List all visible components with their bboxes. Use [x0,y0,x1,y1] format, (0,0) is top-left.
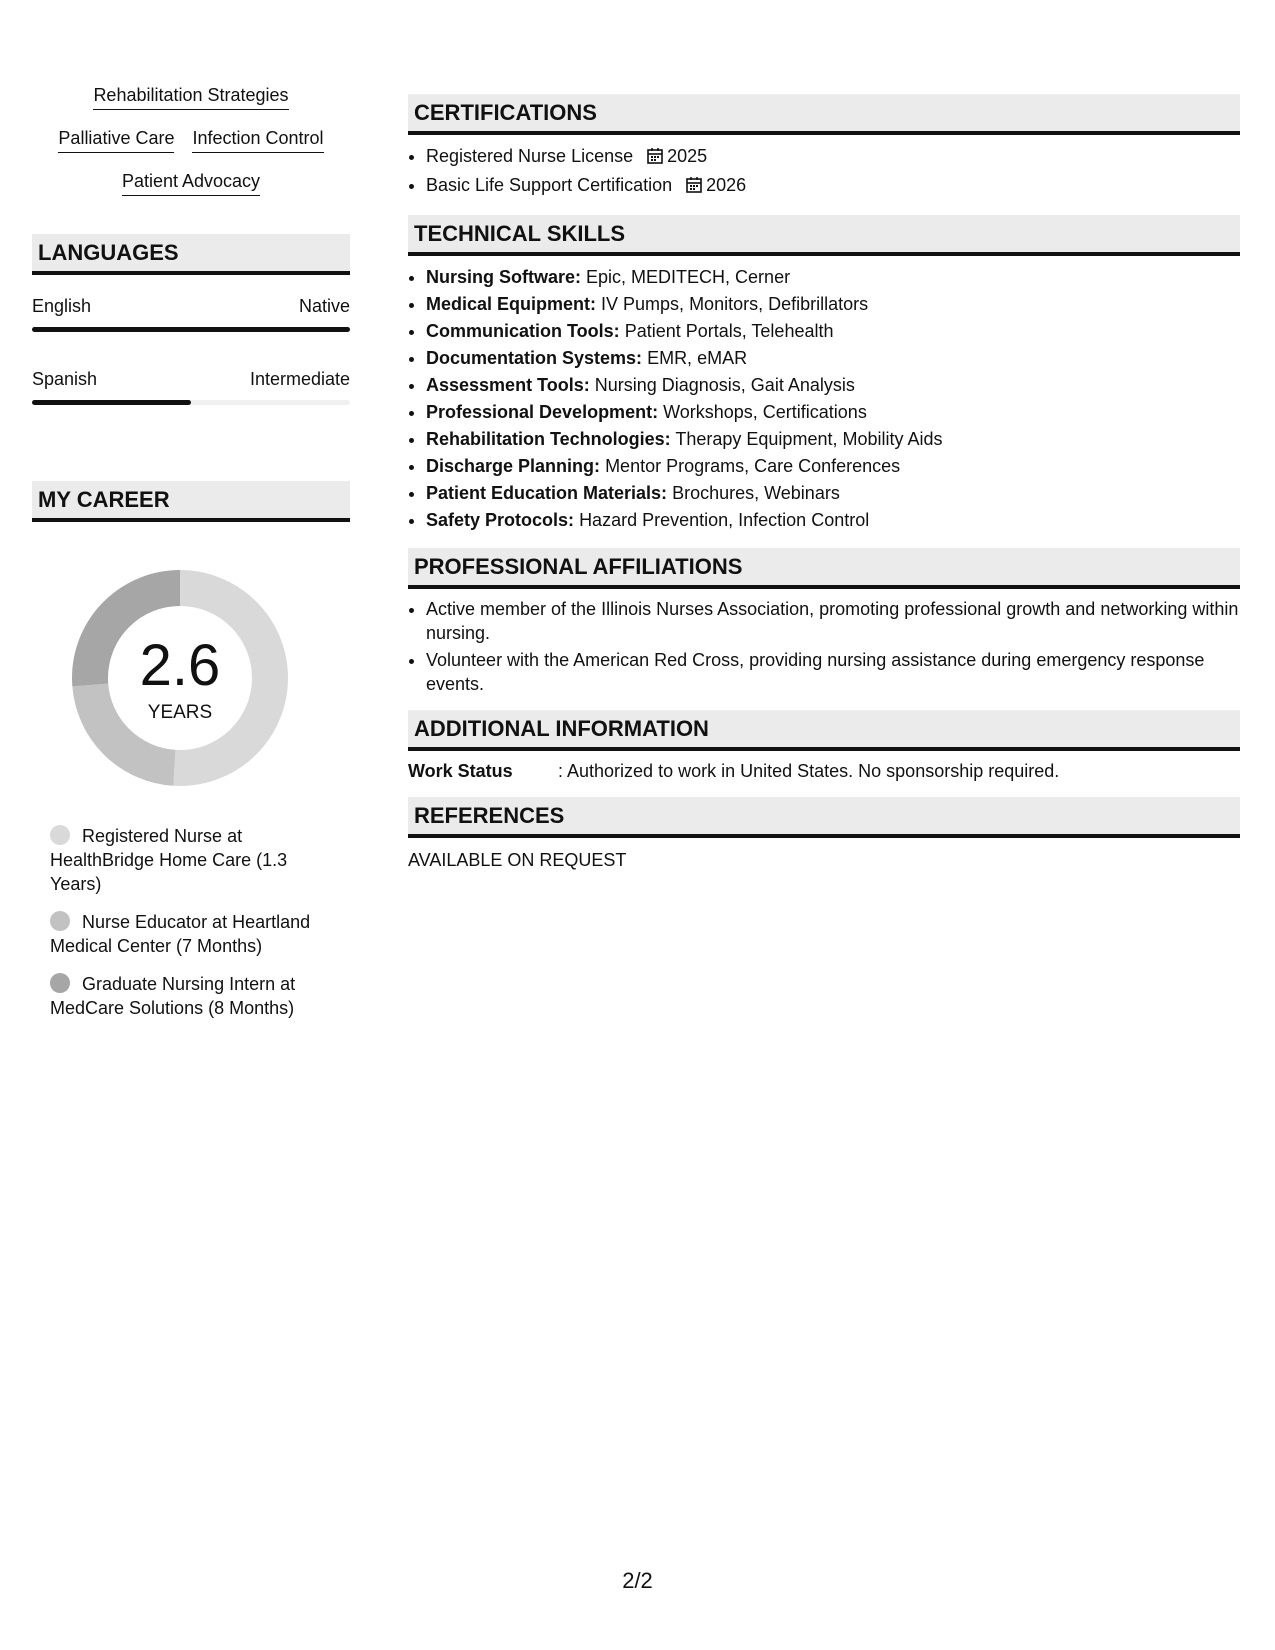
career-legend-item [50,972,330,1020]
language-name: English [32,296,92,316]
language-proficiency-fill [32,400,191,405]
skill-item [426,399,1240,426]
language-item [32,368,350,405]
skill-label: Patient Education Materials: [426,483,668,503]
additional-info-section [408,710,1240,783]
work-status-row [408,759,1240,783]
page-number: 2/2 [622,1568,653,1593]
career-total-unit: YEARS [147,702,213,723]
legend-text: Registered Nurse at HealthBridge Home Care (1.3 Years) [50,826,288,894]
skill-item [426,264,1240,291]
legend-dot [50,911,70,931]
technical-skills-heading: TECHNICAL SKILLS [408,215,1240,256]
certification-item [426,172,1240,201]
skill-value: Mentor Programs, Care Conferences [605,456,901,476]
career-legend [50,824,330,1020]
skill-label: Safety Protocols: [426,510,575,530]
skill-item [426,318,1240,345]
languages-heading: LANGUAGES [32,234,350,275]
right-column [408,94,1240,885]
skill-value: Nursing Diagnosis, Gait Analysis [594,375,855,395]
skill-value: Workshops, Certifications [663,402,867,422]
technical-skills-list [408,264,1240,534]
skill-value: Epic, MEDITECH, Cerner [586,267,791,287]
certifications-list [408,143,1240,201]
skill-item [426,507,1240,534]
skill-label: Communication Tools: [426,321,620,341]
skill-label: Discharge Planning: [426,456,601,476]
skill-label: Documentation Systems: [426,348,643,368]
skill-value: Hazard Prevention, Infection Control [579,510,870,530]
skill-item [426,372,1240,399]
skill-label: Nursing Software: [426,267,582,287]
legend-dot [50,973,70,993]
skill-tag: Infection Control [192,127,323,153]
skill-label: Professional Development: [426,402,659,422]
skill-tag: Patient Advocacy [122,170,260,196]
legend-text: Nurse Educator at Heartland Medical Center (7 Months) [50,912,311,956]
left-column [32,84,350,1034]
certification-name: Registered Nurse License [426,146,634,166]
technical-skills-section [408,215,1240,534]
skill-value: Therapy Equipment, Mobility Aids [675,429,943,449]
language-level: Intermediate [249,369,350,389]
skill-tag: Palliative Care [58,127,174,153]
legend-dot [50,825,70,845]
references-heading: REFERENCES [408,797,1240,838]
career-legend-item [50,824,330,896]
language-proficiency-fill [32,327,350,332]
calendar-icon [686,174,702,201]
skill-item [426,453,1240,480]
work-status-label: Work Status [408,761,513,781]
work-status-value: : Authorized to work in United States. No sponsorship required. [558,761,1060,781]
career-total-value: 2.6 [139,633,221,698]
skill-value: IV Pumps, Monitors, Defibrillators [601,294,869,314]
skill-value: Brochures, Webinars [672,483,840,503]
additional-info-heading: ADDITIONAL INFORMATION [408,710,1240,751]
language-level: Native [298,296,350,316]
language-proficiency-bar [32,327,350,332]
calendar-icon [647,145,663,172]
skill-label: Rehabilitation Technologies: [426,429,671,449]
career-heading: MY CAREER [32,481,350,522]
legend-text: Graduate Nursing Intern at MedCare Solutions (8 Months) [50,974,296,1018]
language-item [32,295,350,332]
affiliations-heading: PROFESSIONAL AFFILIATIONS [408,548,1240,589]
certification-year: 2025 [667,146,708,166]
certifications-heading: CERTIFICATIONS [408,94,1240,135]
skill-value: EMR, eMAR [647,348,748,368]
skill-item [426,291,1240,318]
certification-name: Basic Life Support Certification [426,175,673,195]
career-donut-chart [66,564,294,792]
references-text: AVAILABLE ON REQUEST [408,850,627,870]
career-legend-item [50,910,330,958]
affiliation-item: • Active member of the Illinois Nurses Association, promoting professional growth and networking within nursing. [426,597,1240,645]
references-section [408,797,1240,871]
skill-label: Medical Equipment: [426,294,597,314]
affiliations-section [408,548,1240,696]
skill-value: Patient Portals, Telehealth [624,321,834,341]
affiliation-item: • Volunteer with the American Red Cross, providing nursing assistance during emergency response events. [426,648,1240,696]
certification-year: 2026 [706,175,747,195]
skill-item [426,426,1240,453]
certifications-section [408,94,1240,201]
skill-item [426,345,1240,372]
affiliations-list [408,597,1240,696]
languages-list [32,295,350,405]
skill-tags [32,84,350,196]
language-name: Spanish [32,369,98,389]
skill-item [426,480,1240,507]
skill-label: Assessment Tools: [426,375,590,395]
language-proficiency-bar [32,400,350,405]
skill-tag: Rehabilitation Strategies [93,84,288,110]
certification-item [426,143,1240,172]
